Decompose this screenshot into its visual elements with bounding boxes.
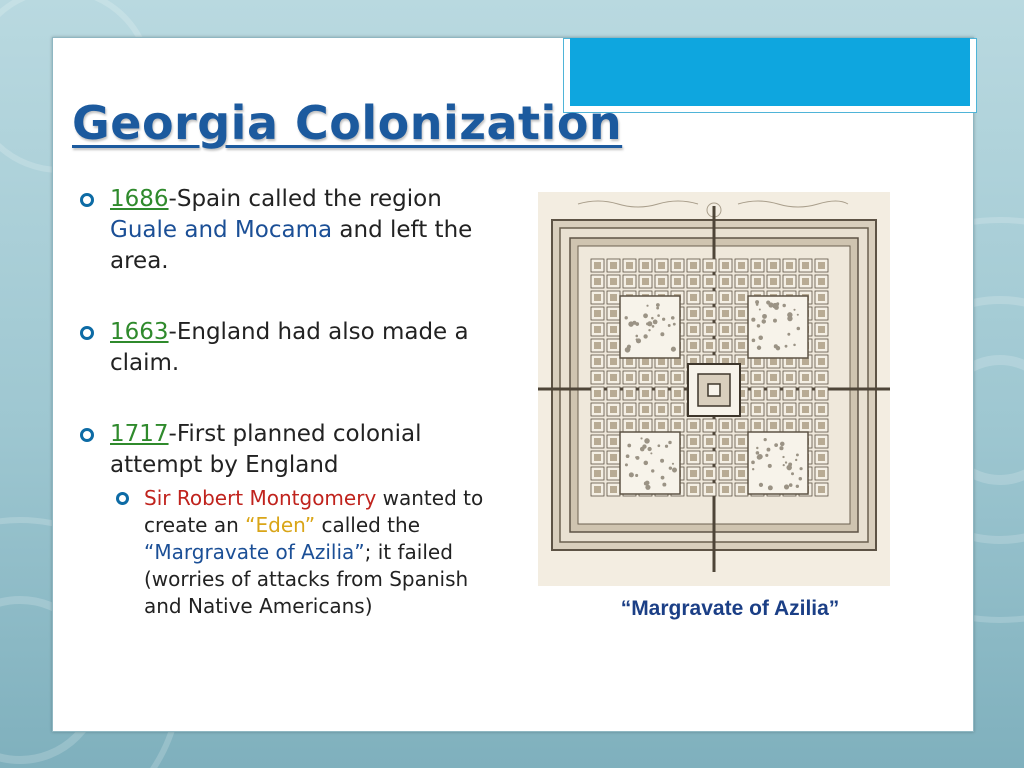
header-accent-bar <box>570 38 970 106</box>
bullet-item-1686 <box>78 184 508 277</box>
bullet-text: -Spain called the region <box>168 186 442 212</box>
year-1686: 1686 <box>110 186 169 212</box>
slide-title: Georgia Colonization <box>72 96 623 150</box>
margravate-text: “Margravate of Azilia” <box>144 540 365 564</box>
montgomery-name: Sir Robert Montgomery <box>144 486 377 510</box>
bullet-text: -England had also made a claim. <box>110 319 469 376</box>
year-1663: 1663 <box>110 319 169 345</box>
bullet-circle-icon <box>80 193 94 207</box>
eden-text: “Eden” <box>245 513 316 537</box>
image-caption: “Margravate of Azilia” <box>620 597 840 620</box>
bullet-text: -First planned colonial attempt by England <box>110 421 422 478</box>
guale-mocama-text: Guale and Mocama <box>110 217 333 243</box>
sub-bullet-circle-icon <box>116 492 129 505</box>
sub-text-3: ; it failed (worries of attacks from Spanish and Native Americans) <box>144 540 469 618</box>
bullet-circle-icon <box>80 326 94 340</box>
bullet-item-1663 <box>78 317 508 379</box>
bullet-item-1717 <box>78 419 508 620</box>
bullet-circle-icon <box>80 428 94 442</box>
margravate-map-plan-icon <box>538 192 890 586</box>
sub-text-1: wanted to create an <box>144 486 484 537</box>
sub-bullet-list <box>110 485 508 620</box>
bullet-list <box>78 184 508 620</box>
bullet-text-end: and left the area. <box>110 217 473 274</box>
margravate-map-image <box>538 192 890 586</box>
year-1717: 1717 <box>110 421 169 447</box>
header-accent-frame <box>563 38 977 113</box>
sub-bullet-item <box>110 485 508 620</box>
sub-text-2: called the <box>315 513 420 537</box>
